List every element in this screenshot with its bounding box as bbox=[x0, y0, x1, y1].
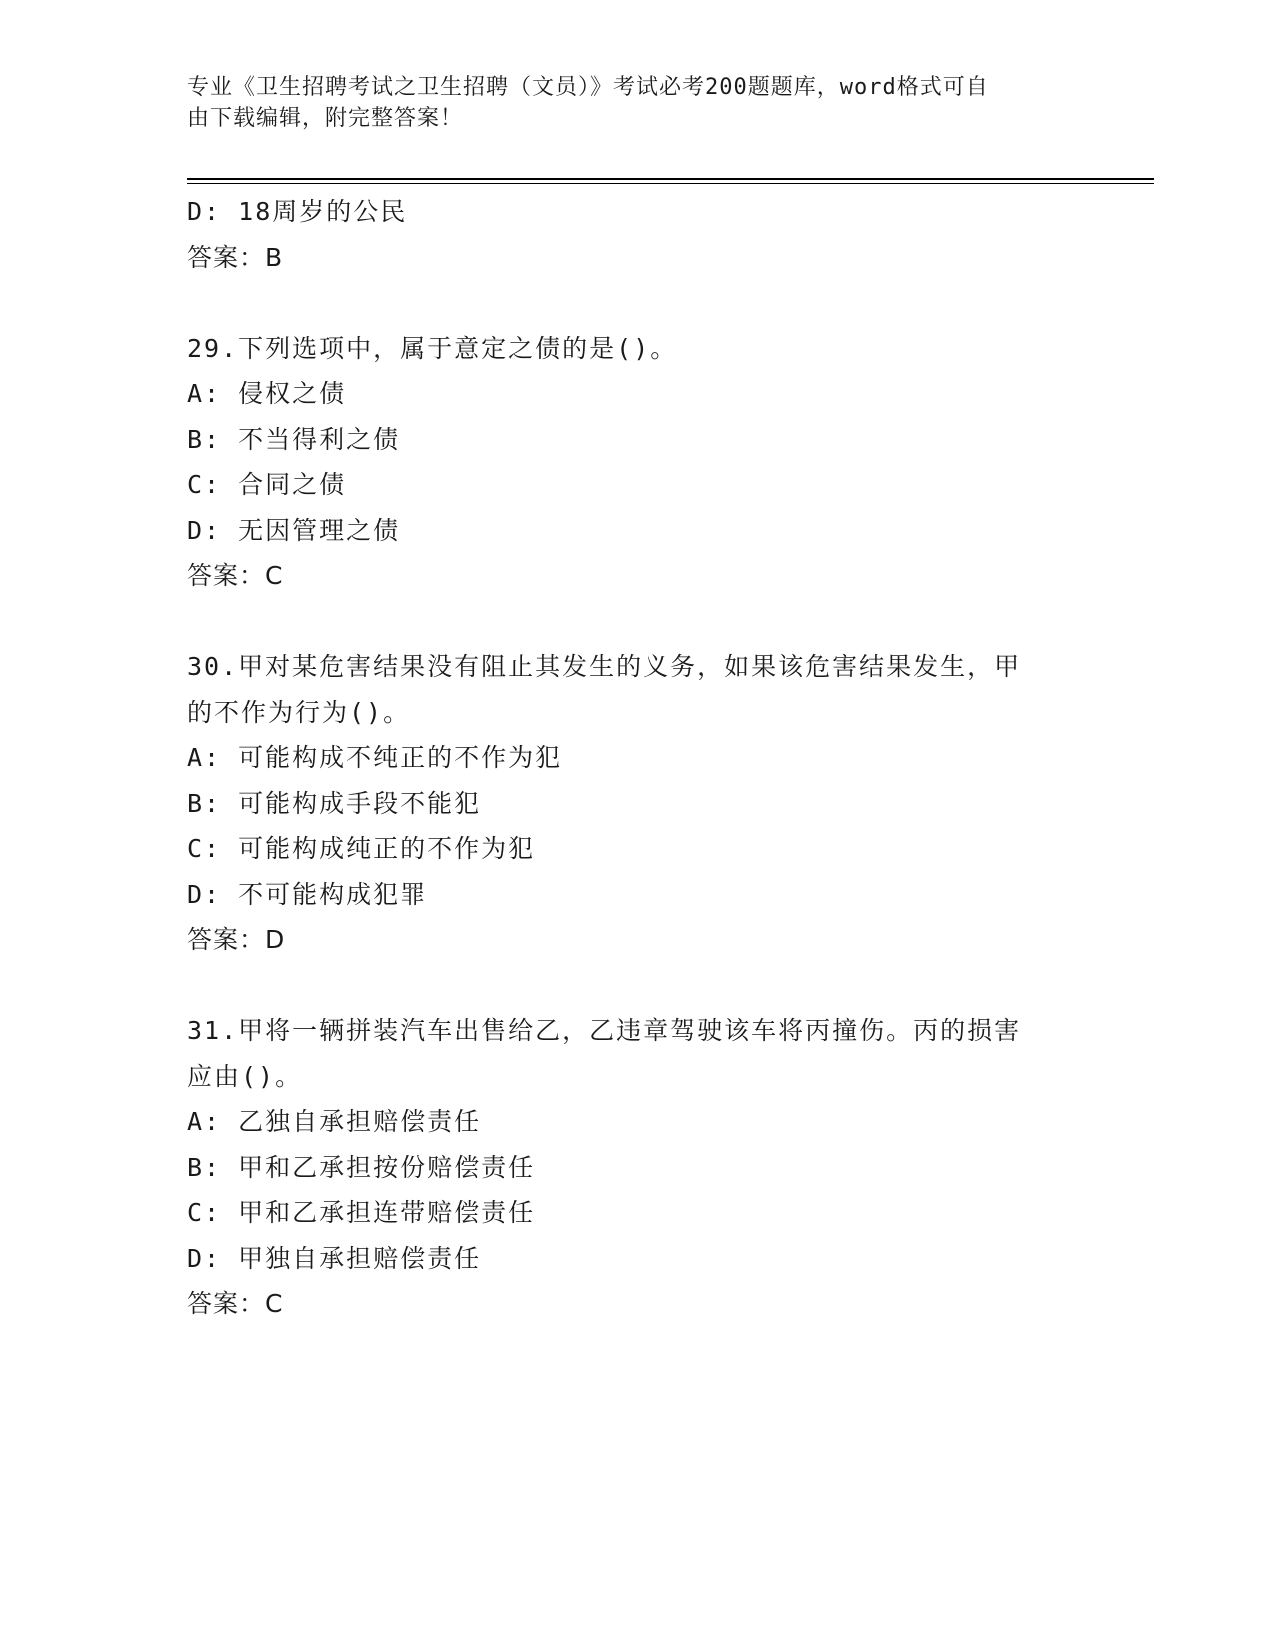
answer-line: 答案：D bbox=[187, 925, 286, 954]
header-line-2: 由下载编辑，附完整答案！ bbox=[187, 106, 464, 131]
header-divider-thin bbox=[187, 183, 1154, 184]
option-c: C: 合同之债 bbox=[187, 470, 347, 499]
option-a: A: 侵权之债 bbox=[187, 379, 347, 408]
option-c: C: 可能构成纯正的不作为犯 bbox=[187, 834, 536, 863]
header-divider-thick bbox=[187, 178, 1154, 180]
spacer bbox=[187, 963, 1087, 1009]
header-line-1: 专业《卫生招聘考试之卫生招聘（文员）》考试必考200题题库，word格式可自 bbox=[187, 75, 989, 100]
answer-line: 答案：C bbox=[187, 561, 284, 590]
spacer bbox=[187, 599, 1087, 645]
document-header bbox=[187, 72, 1067, 134]
option-d: D: 无因管理之债 bbox=[187, 515, 401, 545]
option-a: A: 可能构成不纯正的不作为犯 bbox=[187, 743, 563, 772]
option-b: B: 可能构成手段不能犯 bbox=[187, 788, 482, 818]
question-stem: 31.甲将一辆拼装汽车出售给乙，乙违章驾驶该车将丙撞伤。丙的损害 bbox=[187, 1016, 1022, 1045]
option-c: C: 甲和乙承担连带赔偿责任 bbox=[187, 1198, 536, 1227]
question-31 bbox=[187, 1008, 1087, 1327]
option-d: D: 不可能构成犯罪 bbox=[187, 879, 428, 909]
question-stem: 30.甲对某危害结果没有阻止其发生的义务，如果该危害结果发生，甲 bbox=[187, 652, 1022, 681]
spacer bbox=[187, 280, 1087, 326]
option-d: D: 18周岁的公民 bbox=[187, 197, 408, 226]
question-29 bbox=[187, 326, 1087, 599]
question-stem: 29.下列选项中，属于意定之债的是()。 bbox=[187, 333, 678, 363]
question-stem-continued: 应由()。 bbox=[187, 1061, 303, 1091]
question-stem-continued: 的不作为行为()。 bbox=[187, 697, 411, 727]
option-b: B: 甲和乙承担按份赔偿责任 bbox=[187, 1152, 536, 1182]
answer-line: 答案：C bbox=[187, 1289, 284, 1318]
question-list bbox=[187, 189, 1087, 1327]
option-a: A: 乙独自承担赔偿责任 bbox=[187, 1107, 482, 1136]
option-d: D: 甲独自承担赔偿责任 bbox=[187, 1243, 482, 1273]
previous-question-tail bbox=[187, 189, 1087, 280]
answer-line: 答案：B bbox=[187, 242, 284, 272]
question-30 bbox=[187, 644, 1087, 963]
option-b: B: 不当得利之债 bbox=[187, 424, 401, 454]
